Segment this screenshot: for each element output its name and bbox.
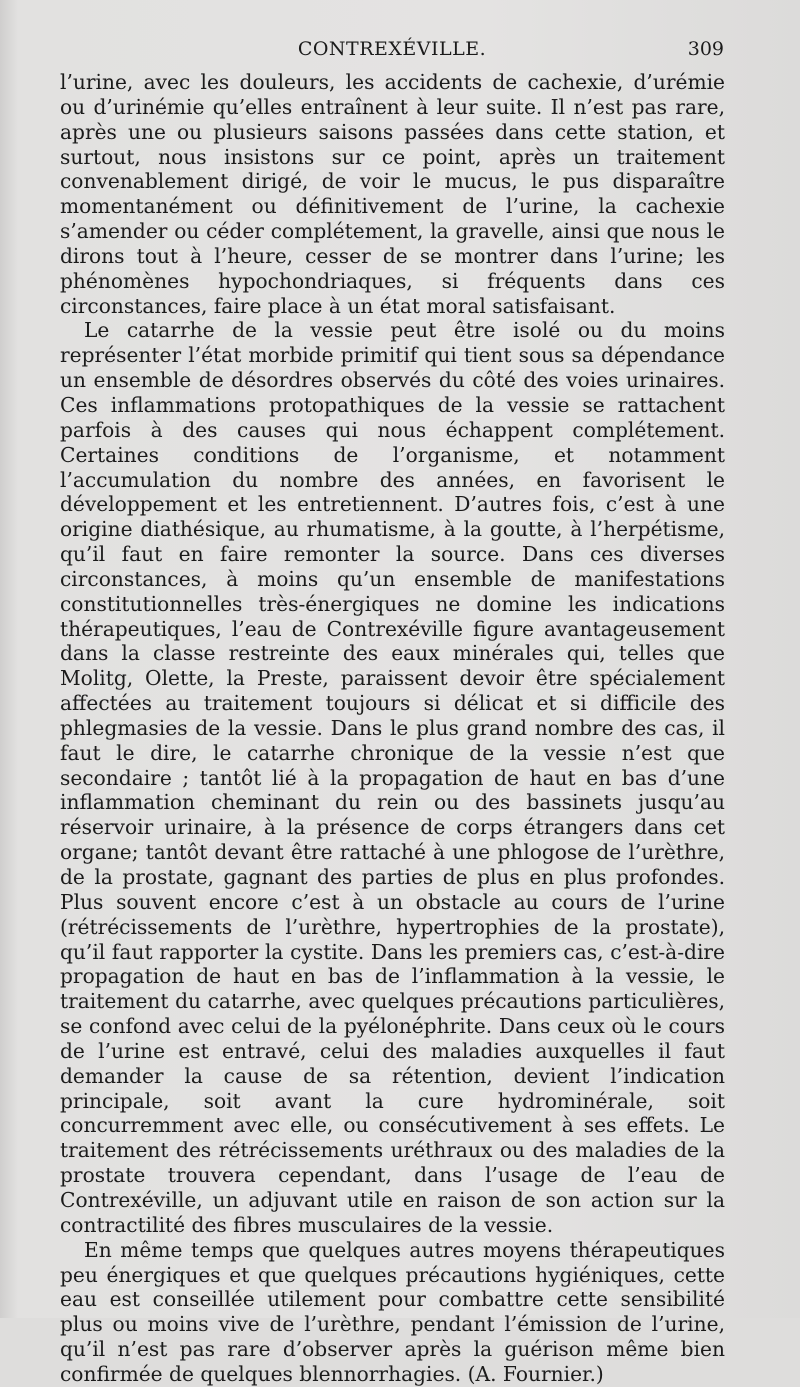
body-text	[60, 70, 725, 1387]
running-head: CONTREXÉVILLE.	[297, 38, 487, 60]
page-header	[60, 38, 724, 66]
paragraph-en-meme-temps: En même temps que quelques autres moyens thérapeutiques peu énergiques et que quelques précautions hygiéniques, cette eau est conseillée utilement pour combattre cette sensibilité plus ou moins vive de l’urèthre, pendant l’émission de l’urine, qu’il n’est pas rare d’observer après la guérison même bien confirmée de quelques blennorrhagies. (A. Fournier.)	[60, 1237, 725, 1386]
page-number: 309	[687, 38, 724, 60]
paragraph-catarrhe: Le catarrhe de la vessie peut être isolé ou du moins représenter l’état morbide primitif qui tient sous sa dépendance un ensemble de désordres observés du côté des voies urinaires. Ces inflammations protopathiques de la vessie se rattachent parfois à des causes qui nous échappent complétement. Certaines conditions de l’organisme, et notamment l’accumulation du nombre des années, en favorisent le développement et les entretiennent. D’autres fois, c’est à une origine diathésique, au rhumatisme, à la goutte, à l’herpétisme, qu’il faut en faire remonter la source. Dans ces diverses circonstances, à moins qu’un ensemble de manifestations constitutionnelles très-énergiques ne domine les indications thérapeutiques, l’eau de Contrexéville figure avantageusement dans la classe restreinte des eaux minérales qui, telles que Molitg, Olette, la Preste, paraissent devoir être spécialement affectées au traitement toujours si délicat et si difficile des phlegmasies de la vessie. Dans le plus grand nombre des cas, il faut le dire, le catarrhe chronique de la vessie n’est que secondaire ; tantôt lié à la propagation de haut en bas d’une inflammation cheminant du rein ou des bassinets jusqu’au réservoir urinaire, à la présence de corps étrangers dans cet organe; tantôt devant être rattaché à une phlogose de l’urèthre, de la prostate, gagnant des parties de plus en plus profondes. Plus souvent encore c’est à un obstacle au cours de l’urine (rétrécissements de l’urèthre, hypertrophies de la prostate), qu’il faut rapporter la cystite. Dans les premiers cas, c’est-à-dire propagation de haut en bas de l’inflammation à la vessie, le traitement du catarrhe, avec quelques précautions particulières, se confond avec celui de la pyélonéphrite. Dans ceux où le cours de l’urine est entravé, celui des maladies auxquelles il faut demander la cause de sa rétention, devient l’indication principale, soit avant la cure hydrominérale, soit concurremment avec elle, ou consécutivement à ses effets. Le traitement des rétrécissements uréthraux ou des maladies de la prostate trouvera cependant, dans l’usage de l’eau de Contrexéville, un adjuvant utile en raison de son action sur la contractilité des fibres musculaires de la vessie.	[60, 318, 725, 1237]
paragraph-continued: l’urine, avec les douleurs, les accidents de cachexie, d’urémie ou d’urinémie qu’elles entraînent à leur suite. Il n’est pas rare, après une ou plusieurs saisons passées dans cette station, et surtout, nous insistons sur ce point, après un traitement convenablement dirigé, de voir le mucus, le pus disparaître momentanément ou définitivement de l’urine, la cachexie s’amender ou céder complétement, la gravelle, ainsi que nous le dirons tout à l’heure, cesser de se montrer dans l’urine; les phénomènes hypochondriaques, si fréquents dans ces circonstances, faire place à un état moral satisfaisant.	[60, 70, 725, 318]
